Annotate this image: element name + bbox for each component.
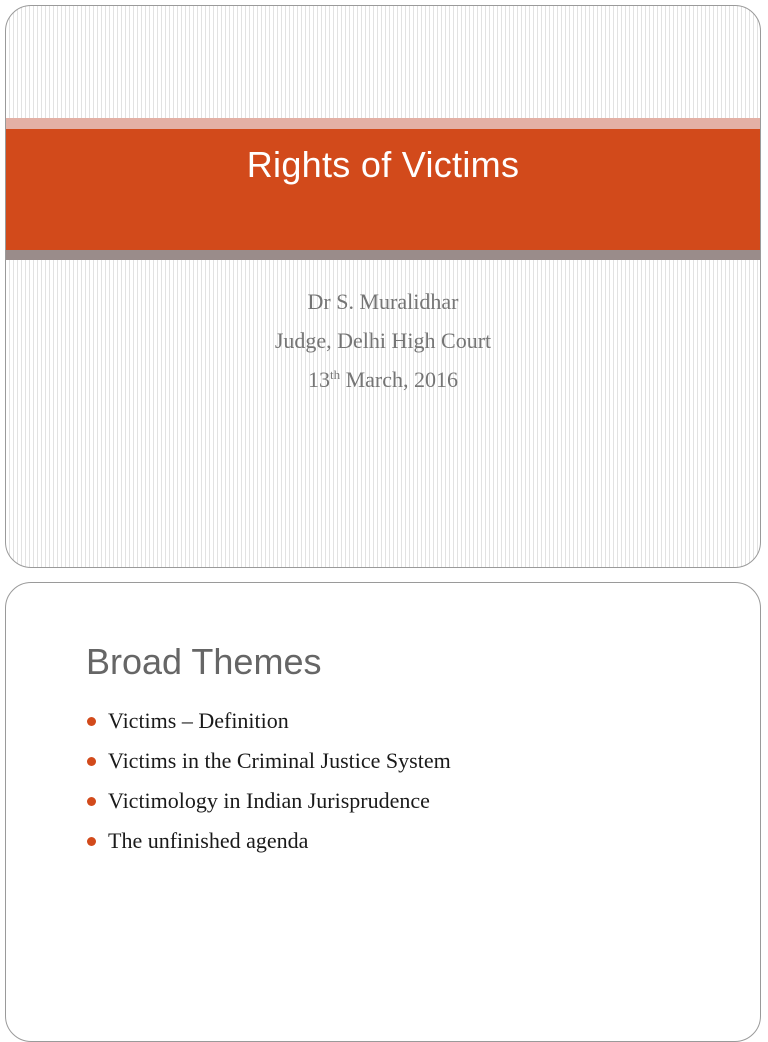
bullet-list — [86, 701, 451, 861]
bullet-text: Victims – Definition — [108, 708, 289, 733]
author-name: Dr S. Muralidhar — [307, 289, 459, 314]
bullet-item — [86, 821, 451, 861]
slide-title: Rights of Victims — [246, 144, 520, 185]
date-day: 13 — [307, 367, 330, 392]
slide-heading: Broad Themes — [86, 641, 322, 682]
bullet-text: Victimology in Indian Jurisprudence — [108, 788, 430, 813]
bullet-dot-icon — [87, 797, 96, 806]
slide-subtitle — [6, 282, 760, 399]
title-slide — [5, 5, 761, 568]
date-rest: March, 2016 — [340, 367, 459, 392]
author-position: Judge, Delhi High Court — [274, 328, 492, 353]
bullet-item — [86, 741, 451, 781]
bullet-text: The unfinished agenda — [108, 828, 309, 853]
bullet-text: Victims in the Criminal Justice System — [108, 748, 451, 773]
bullet-dot-icon — [87, 717, 96, 726]
bullet-item — [86, 781, 451, 821]
bullet-dot-icon — [87, 837, 96, 846]
bullet-dot-icon — [87, 757, 96, 766]
title-band-bottom-stripe — [6, 250, 760, 260]
presentation-date — [6, 360, 760, 399]
title-band-top-stripe — [6, 118, 760, 129]
date-suffix: th — [329, 367, 341, 382]
bullet-item — [86, 701, 451, 741]
content-slide — [5, 582, 761, 1042]
